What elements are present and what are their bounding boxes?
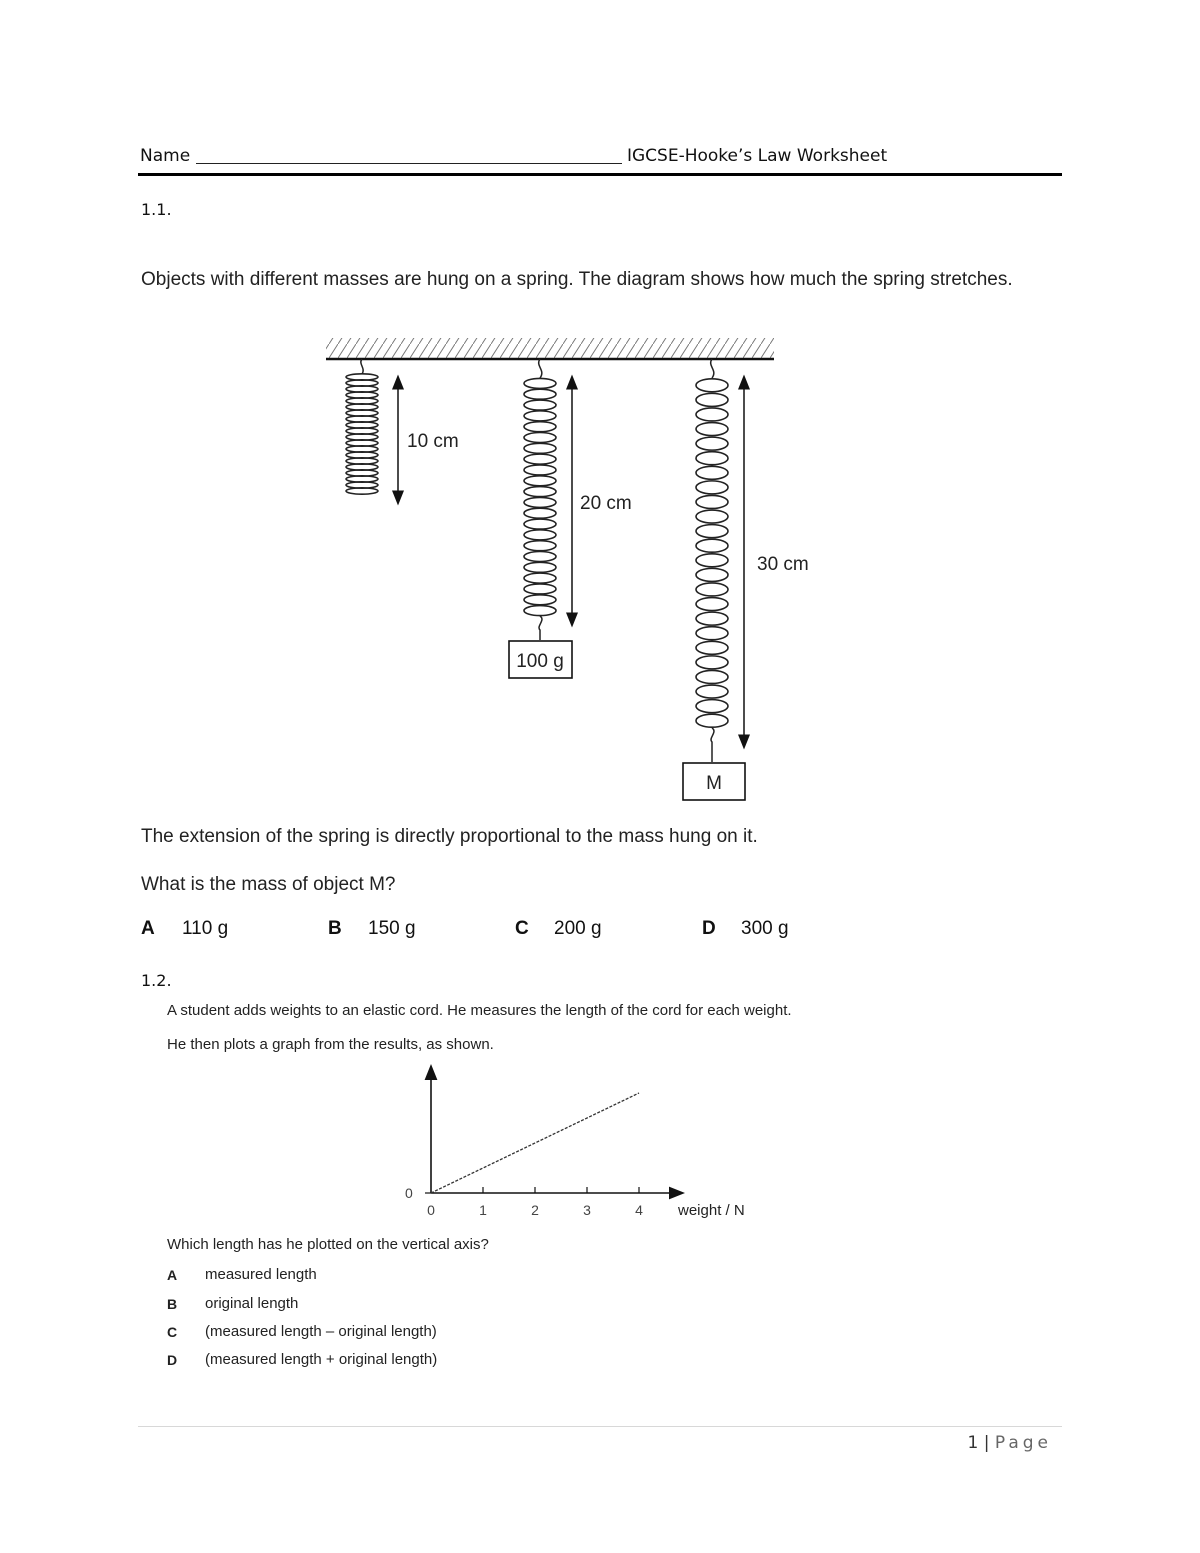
x-ticks	[483, 1187, 639, 1193]
footer-rule	[138, 1426, 1062, 1427]
option-d-letter-q2[interactable]: D	[167, 1352, 178, 1368]
spring-coil	[524, 389, 556, 399]
spring-coil	[524, 433, 556, 443]
spring-coil	[524, 584, 556, 594]
y-origin-label: 0	[405, 1185, 413, 1201]
spring-coil	[524, 400, 556, 410]
x-tick-label-4: 4	[635, 1202, 643, 1218]
label-30cm: 30 cm	[757, 554, 809, 575]
spring-coil	[524, 519, 556, 529]
spring-coil	[524, 443, 556, 453]
spring-coil	[696, 379, 728, 392]
spring-coil	[696, 627, 728, 640]
page-footer	[967, 1433, 1052, 1453]
page-word: Page	[994, 1433, 1052, 1453]
spring-coil	[696, 393, 728, 406]
spring-coil	[696, 525, 728, 538]
spring-coil	[524, 508, 556, 518]
spring-coil	[696, 670, 728, 683]
option-d-text-q2[interactable]: (measured length + original length)	[205, 1351, 438, 1368]
option-d-letter[interactable]: D	[702, 918, 716, 939]
spring-coil	[524, 422, 556, 432]
option-c-letter-q2[interactable]: C	[167, 1324, 178, 1340]
option-a-letter[interactable]: A	[141, 918, 155, 939]
weight-length-graph	[395, 1062, 785, 1227]
question-number-1-2: 1.2.	[141, 971, 172, 990]
option-a-text-q2[interactable]: measured length	[205, 1266, 317, 1283]
x-tick-label-2: 2	[531, 1202, 539, 1218]
spring-coil	[696, 554, 728, 567]
x-tick-label-0: 0	[427, 1202, 435, 1218]
question-1-2-intro-line2: He then plots a graph from the results, as shown.	[167, 1036, 494, 1053]
spring-100g	[524, 359, 556, 640]
worksheet-title: IGCSE-Hooke’s Law Worksheet	[627, 146, 888, 166]
spring-coil	[696, 495, 728, 508]
question-1-2-text: Which length has he plotted on the vertical axis?	[167, 1236, 489, 1253]
spring-coil	[696, 700, 728, 713]
spring-coil	[524, 606, 556, 616]
mass-label-m: M	[706, 773, 722, 794]
option-b-value[interactable]: 150 g	[368, 918, 416, 939]
spring-mass-m	[696, 359, 728, 762]
spring-coil	[696, 568, 728, 581]
spring-coil	[696, 583, 728, 596]
spring-coil	[696, 481, 728, 494]
question-1-1-text: What is the mass of object M?	[141, 874, 396, 895]
spring-unloaded	[346, 359, 378, 494]
spring-coil	[696, 466, 728, 479]
ceiling-hatching	[326, 338, 774, 358]
spring-coil	[696, 714, 728, 727]
spring-coil	[696, 641, 728, 654]
question-1-1-intro: Objects with different masses are hung on a spring. The diagram shows how much the spring stretches.	[141, 269, 1013, 290]
spring-coil	[524, 595, 556, 605]
option-c-value[interactable]: 200 g	[554, 918, 602, 939]
spring-coil	[524, 411, 556, 421]
spring-coil	[524, 465, 556, 475]
option-d-value[interactable]: 300 g	[741, 918, 789, 939]
proportional-statement: The extension of the spring is directly proportional to the mass hung on it.	[141, 826, 758, 847]
spring-coil	[696, 423, 728, 436]
spring-coil	[696, 510, 728, 523]
worksheet-header	[140, 146, 1062, 176]
spring-coil	[696, 408, 728, 421]
spring-coil	[696, 685, 728, 698]
page-separator: |	[983, 1433, 990, 1453]
header-rule	[138, 173, 1062, 176]
spring-coil	[524, 378, 556, 388]
spring-coil	[524, 552, 556, 562]
option-c-text-q2[interactable]: (measured length – original length)	[205, 1323, 437, 1340]
option-a-value[interactable]: 110 g	[182, 918, 229, 939]
option-c-letter[interactable]: C	[515, 918, 529, 939]
option-b-text-q2[interactable]: original length	[205, 1295, 299, 1312]
spring-coil	[696, 452, 728, 465]
option-b-letter[interactable]: B	[328, 918, 342, 939]
spring-coil	[524, 497, 556, 507]
spring-coil	[524, 573, 556, 583]
name-label: Name	[140, 146, 191, 166]
spring-coil	[524, 541, 556, 551]
spring-coil	[524, 454, 556, 464]
mass-label-100g: 100 g	[516, 651, 564, 672]
spring-coil	[696, 598, 728, 611]
label-20cm: 20 cm	[580, 493, 632, 514]
spring-coil	[696, 612, 728, 625]
x-tick-label-1: 1	[479, 1202, 487, 1218]
question-number-1-1: 1.1.	[141, 200, 172, 219]
page-number: 1	[967, 1433, 979, 1453]
spring-coil	[524, 476, 556, 486]
spring-coil	[696, 539, 728, 552]
spring-coil	[524, 530, 556, 540]
graph-data-line	[431, 1093, 639, 1193]
option-b-letter-q2[interactable]: B	[167, 1296, 178, 1312]
spring-coil	[696, 656, 728, 669]
x-axis-label: weight / N	[678, 1202, 745, 1219]
spring-coil	[696, 437, 728, 450]
question-1-2-intro-line1: A student adds weights to an elastic cord. He measures the length of the cord for each weight.	[167, 1002, 792, 1019]
option-a-letter-q2[interactable]: A	[167, 1267, 178, 1283]
question-1-2-options	[167, 1266, 667, 1376]
x-tick-label-3: 3	[583, 1202, 591, 1218]
spring-coil	[524, 562, 556, 572]
spring-diagram	[320, 330, 809, 810]
question-1-1-options	[141, 918, 841, 944]
spring-coil	[524, 487, 556, 497]
name-blank-line	[196, 163, 622, 164]
label-10cm: 10 cm	[407, 431, 459, 452]
